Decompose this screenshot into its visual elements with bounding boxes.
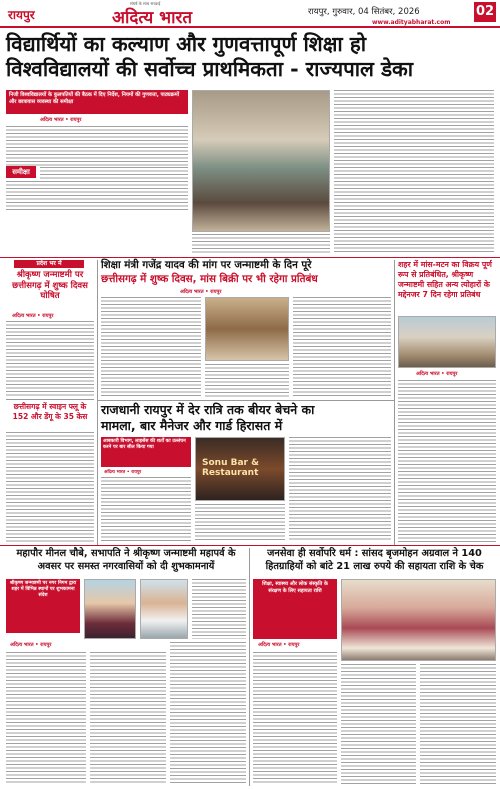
- story2-byline: अदित्य भारत • रायपुर: [12, 313, 54, 319]
- lead-byline: अदित्य भारत • रायपुर: [40, 117, 82, 123]
- newspaper-logo: अदित्य भारत: [112, 8, 193, 28]
- story6-chairman-photo: [140, 579, 188, 639]
- story7-photo: [341, 579, 496, 661]
- story5-body-1: [101, 477, 191, 542]
- lead-body-col1b: [40, 167, 188, 179]
- tagline: संघर्ष के साथ सच्चाई: [130, 1, 161, 6]
- story3-headline-1: शिक्षा मंत्री गजेंद्र यादव की मांग पर जन्माष्टमी के दिन पूरे: [101, 259, 312, 271]
- story4-body: [398, 380, 496, 542]
- story5-deck: [101, 437, 191, 467]
- date-line: रायपुर, गुरुवार, 04 सितंबर, 2026: [308, 7, 420, 17]
- lead-headline-1: विद्यार्थियों का कल्याण और गुणवत्तापूर्ण शिक्षा हो: [6, 32, 367, 56]
- story4-headline: शहर में मांस-मटन का विक्रय पूर्ण रूप से प्रतिबंधित, श्रीकृष्ण जन्माष्टमी सहित अन्य त्योहारों के मद्देनजर 7 दिन रहेगा प्रतिबंध: [398, 260, 492, 299]
- story7-byline: अदित्य भारत • रायपुर: [258, 642, 300, 648]
- story6-deck: [6, 579, 80, 633]
- story2-kicker: प्रदेश भर में: [14, 260, 84, 268]
- lead-body-col3: [334, 90, 494, 254]
- story5-body-3: [289, 437, 391, 542]
- lead-meeting-photo: [192, 90, 330, 232]
- story3-byline: अदित्य भारत • रायपुर: [180, 289, 222, 295]
- story2-body: [6, 321, 94, 396]
- lead-deck-text: निजी विश्वविद्यालयों के कुलपतियों की बैठक में दिए निर्देश, नियमों की गुणवत्ता, पाठ्यक्रमों और छात्रावास व्यवस्था की समीक्षा: [9, 92, 180, 105]
- story3-body-2: [205, 364, 289, 397]
- lead-body-col1: [6, 126, 188, 166]
- story5-byline: अदित्य भारत • रायपुर: [104, 470, 142, 475]
- story6-body-2: [6, 652, 86, 784]
- masthead: [0, 0, 500, 28]
- story4-building-photo: [398, 316, 496, 368]
- story6-mayor-photo: [84, 579, 136, 639]
- story5-deck-text: आबकारी विभाग, लाइसेंस की शर्तों का उल्लंघन करने पर बार सील किया गया: [103, 439, 186, 450]
- lead-photo-caption: [192, 234, 330, 254]
- page-number: 02: [474, 2, 496, 22]
- story4-byline: अदित्य भारत • रायपुर: [416, 371, 458, 377]
- story2-sub-body: [6, 432, 94, 542]
- story6-body-1: [192, 579, 246, 639]
- story5-bar-photo: [195, 437, 285, 501]
- story3-body-1: [101, 297, 201, 397]
- story2-headline: श्रीकृष्ण जन्माष्टमी पर छत्तीसगढ़ में शुष्क दिवस घोषित: [12, 270, 88, 301]
- story6-headline: महापौर मीनल चौबे, सभापति ने श्रीकृष्ण जन्माष्टमी महापर्व के अवसर पर समस्त नगरवासियों को दी शुभकामनायें: [16, 548, 236, 572]
- lead-body-col1c: [6, 181, 188, 211]
- story7-body-2: [341, 664, 416, 784]
- lead-headline-2: विश्वविद्यालयों की सर्वोच्च प्राथमिकता - राज्यपाल डेका: [6, 57, 414, 81]
- story6-body-4: [170, 642, 246, 784]
- story3-headline-2: छत्तीसगढ़ में शुष्क दिवस, मांस बिक्री पर भी रहेगा प्रतिबंध: [101, 273, 318, 285]
- bar-sign: Sonu Bar & Restaurant: [202, 458, 259, 478]
- section-label: रायपुर: [8, 8, 35, 22]
- story6-byline: अदित्य भारत • रायपुर: [10, 642, 52, 648]
- story7-deck-text: शिक्षा, स्वास्थ्य और लोक संस्कृति के संरक्षण के लिए सहायता राशि: [262, 581, 328, 594]
- story2-sub-headline: छत्तीसगढ़ में स्वाइन फ्लू के 152 और डेंगू के 35 केस: [12, 402, 88, 421]
- story7-body-3: [420, 664, 496, 784]
- story5-body-2: [195, 504, 285, 542]
- story7-body-1: [253, 652, 337, 784]
- website-url: www.adityabharat.com: [372, 19, 451, 26]
- story6-body-3: [90, 652, 166, 784]
- story3-photo: [205, 297, 289, 361]
- story5-headline-1: राजधानी रायपुर में देर रात्रि तक बीयर बेचने का: [101, 402, 315, 417]
- lead-deck: [6, 90, 188, 114]
- story7-headline: जनसेवा ही सर्वोपरि धर्म : सांसद बृजमोहन अग्रवाल ने 140 हितग्राहियों को बांटे 21 लाख रुपये की सहायता राशि के चेक: [265, 548, 484, 572]
- lead-side-tag: समीक्षा: [6, 166, 36, 178]
- story5-headline-2: मामला, बार मैनेजर और गार्ड हिरासत में: [101, 418, 283, 433]
- story6-deck-text: श्रीकृष्ण जन्माष्टमी पर नगर निगम द्वारा शहर में विभिन्न स्थानों पर शुभकामना संदेश: [9, 581, 77, 598]
- story7-deck: [253, 579, 337, 639]
- story3-body-3: [293, 297, 391, 397]
